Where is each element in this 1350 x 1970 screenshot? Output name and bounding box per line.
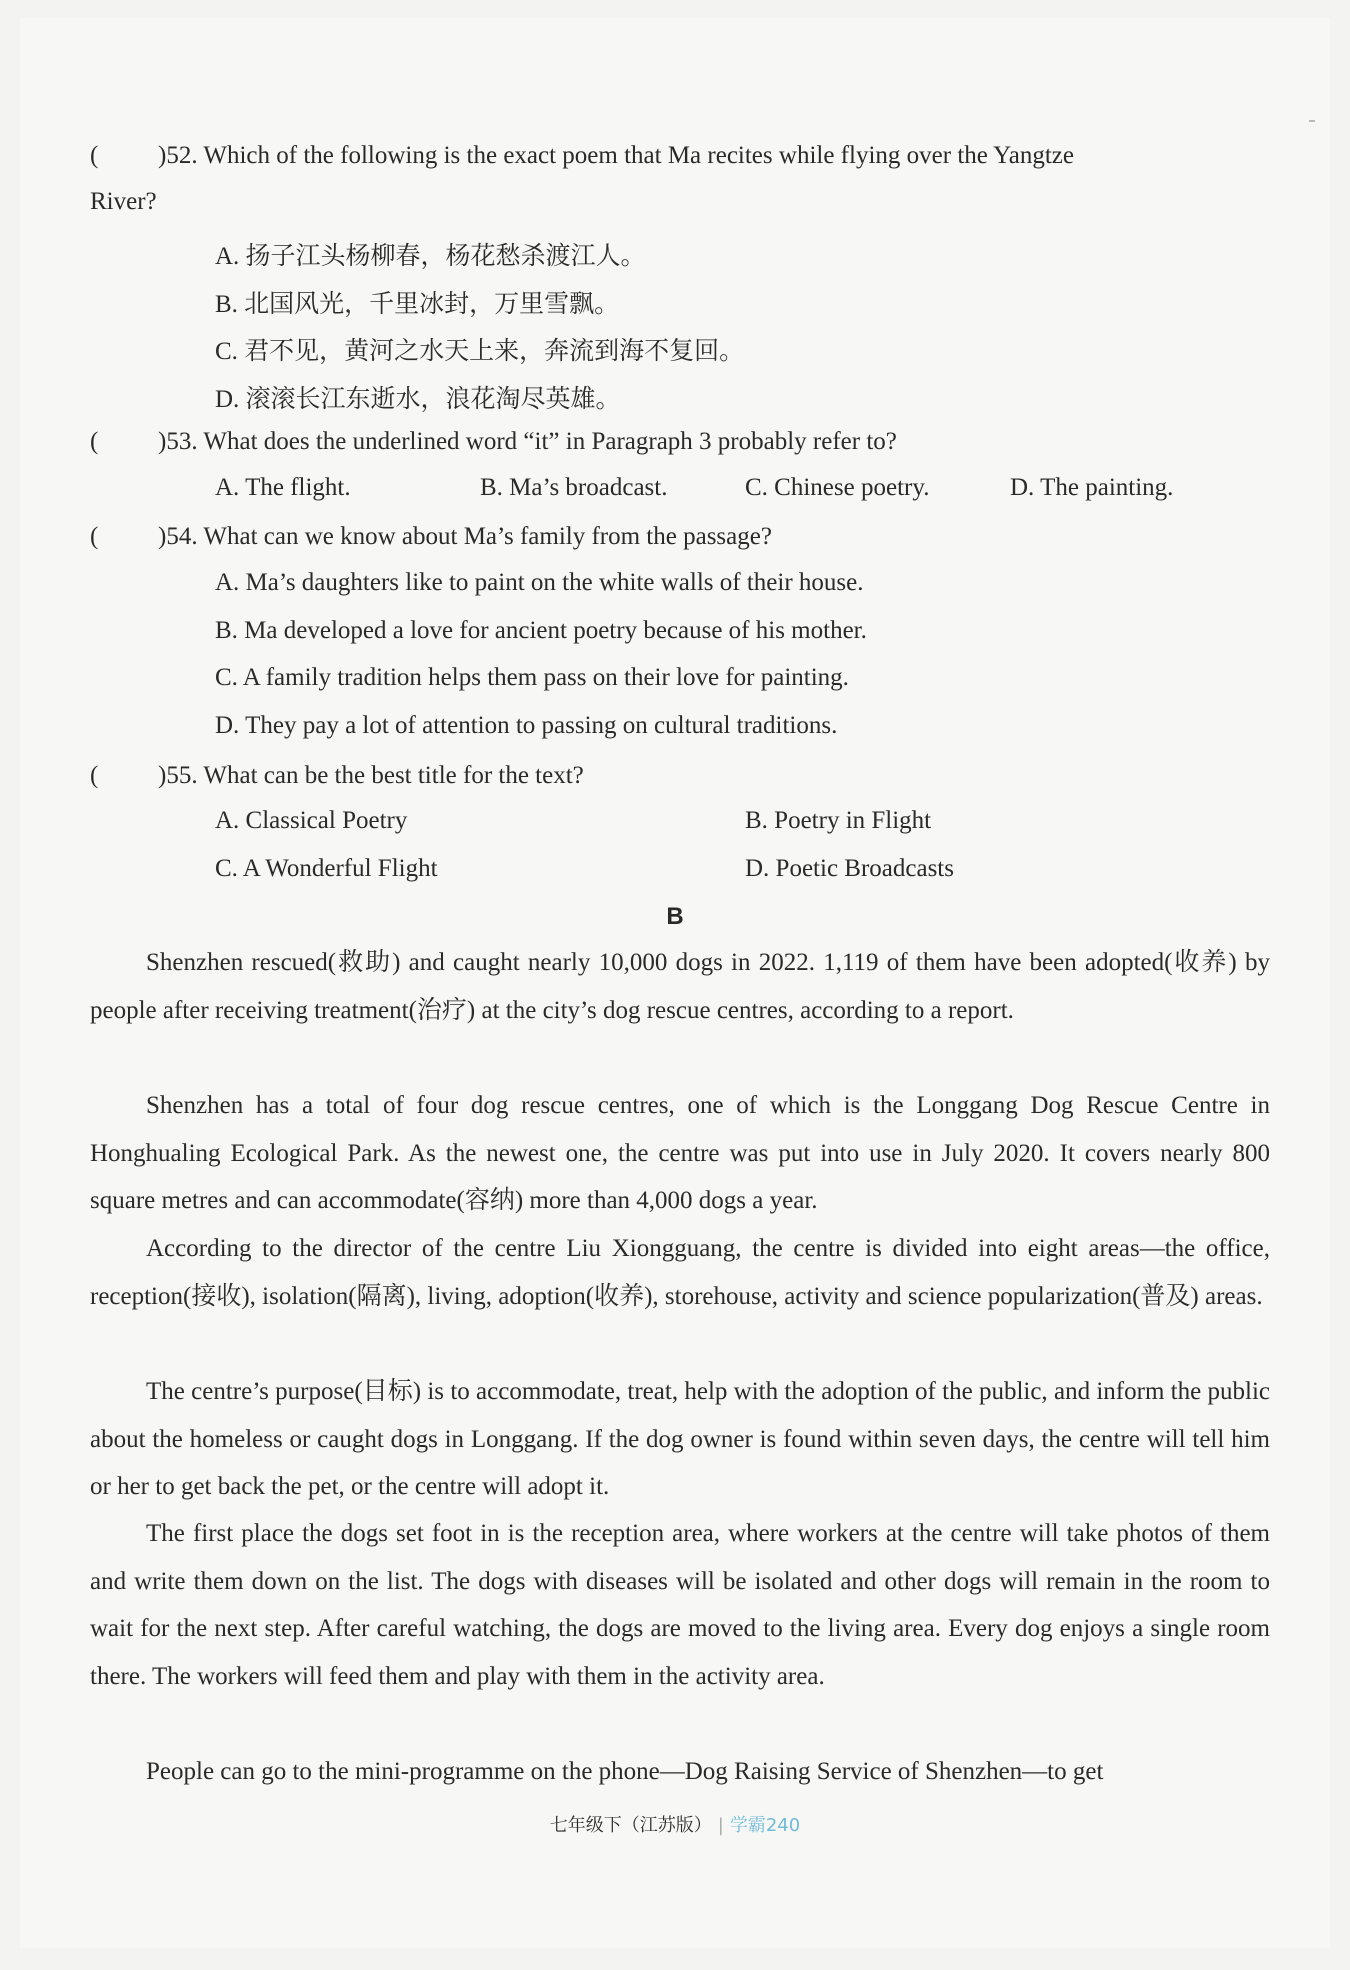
question-continuation: River? xyxy=(90,188,157,215)
question-text: )54. What can we know about Ma’s family from the passage? xyxy=(158,523,772,550)
footer-grade: 七年级下（江苏版） xyxy=(549,1815,712,1836)
answer-bracket[interactable]: ( xyxy=(90,762,99,789)
option-d: D. The painting. xyxy=(1010,474,1174,501)
option-b: B. 北国风光，千里冰封，万里雪飘。 xyxy=(215,291,620,318)
option-c: C. A family tradition helps them pass on their love for painting. xyxy=(215,664,849,691)
paragraph-5: The first place the dogs set foot in is the reception area, where workers at the centre will take photos of them and write them down on the list. The dogs with diseases will be isolated and other dogs will remain in the room to wait for the next step. After careful watching, the dogs are moved to the living area. Every dog enjoys a single room there. The workers will feed them and play with them in the activity area. xyxy=(90,1520,1270,1690)
scan-mark xyxy=(1309,120,1315,122)
option-d: D. 滚滚长江东逝水，浪花淘尽英雄。 xyxy=(215,386,621,413)
option-d: D. They pay a lot of attention to passing on cultural traditions. xyxy=(215,712,838,739)
page-footer xyxy=(0,1811,1350,1837)
option-d: D. Poetic Broadcasts xyxy=(745,855,954,882)
footer-divider: | xyxy=(717,1815,724,1836)
paragraph-1: Shenzhen rescued(救助) and caught nearly 10,000 dogs in 2022. 1,119 of them have been adopted(收养) by people after receiving treatment(治疗) at the city’s dog rescue centres, according to a report. xyxy=(90,949,1270,1024)
answer-bracket[interactable]: ( xyxy=(90,142,99,169)
option-c: C. Chinese poetry. xyxy=(745,474,930,501)
paragraph-3: According to the director of the centre Liu Xiongguang, the centre is divided into eight areas—the office, reception(接收), isolation(隔离), living, adoption(收养), storehouse, activity and science popularization(普及) areas. xyxy=(90,1235,1270,1310)
option-a: A. The flight. xyxy=(215,474,351,501)
answer-bracket[interactable]: ( xyxy=(90,428,99,455)
question-text: )55. What can be the best title for the text? xyxy=(158,762,584,789)
paragraph-2: Shenzhen has a total of four dog rescue centres, one of which is the Longgang Dog Rescue Centre in Honghualing Ecological Park. As the newest one, the centre was put into use in July 2020. It covers nearly 800 square metres and can accommodate(容纳) more than 4,000 dogs a year. xyxy=(90,1092,1270,1215)
question-text: )53. What does the underlined word “it” in Paragraph 3 probably refer to? xyxy=(158,428,897,455)
option-c: C. 君不见，黄河之水天上来，奔流到海不复回。 xyxy=(215,338,745,365)
section-heading: B xyxy=(666,903,684,930)
question-text: )52. Which of the following is the exact poem that Ma recites while flying over the Yangtze xyxy=(158,142,1074,169)
option-b: B. Ma developed a love for ancient poetry because of his mother. xyxy=(215,617,867,644)
paragraph-4: The centre’s purpose(目标) is to accommodate, treat, help with the adoption of the public, and inform the public about the homeless or caught dogs in Longgang. If the dog owner is found within seven days, the centre will tell him or her to get back the pet, or the centre will adopt it. xyxy=(90,1378,1270,1501)
option-b: B. Poetry in Flight xyxy=(745,807,932,834)
page-number: 240 xyxy=(765,1815,801,1836)
option-b: B. Ma’s broadcast. xyxy=(480,474,668,501)
option-a: A. Classical Poetry xyxy=(215,807,408,834)
paragraph-6: People can go to the mini-programme on the phone—Dog Raising Service of Shenzhen—to get xyxy=(146,1758,1104,1785)
option-a: A. 扬子江头杨柳春，杨花愁杀渡江人。 xyxy=(215,243,646,270)
answer-bracket[interactable]: ( xyxy=(90,523,99,550)
option-a: A. Ma’s daughters like to paint on the white walls of their house. xyxy=(215,569,864,596)
footer-brand: 学霸 xyxy=(729,1815,766,1836)
option-c: C. A Wonderful Flight xyxy=(215,855,438,882)
